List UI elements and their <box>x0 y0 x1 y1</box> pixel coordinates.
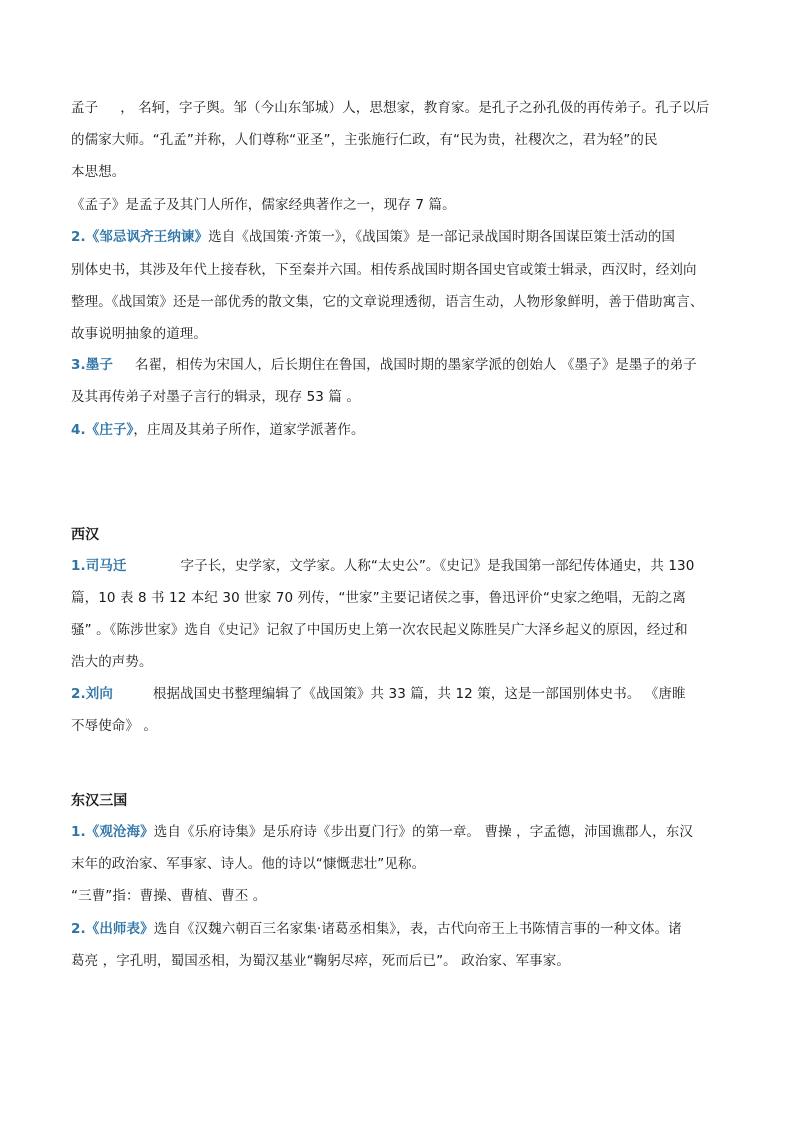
simaqian-title[interactable]: 1.司马迁 <box>71 558 127 574</box>
zhuangzi-text-1: ，庄周及其弟子所作，道家学派著作。 <box>133 422 365 438</box>
mozi-text-1: 名翟，相传为宋国人，后长期住在鲁国，战国时期的墨家学派的创始人 《墨子》是墨子的弟子 <box>134 357 697 373</box>
zhuangzi-line-1 <box>71 421 365 439</box>
mozi-line-1 <box>71 356 697 374</box>
eastern-han-heading: 东汉三国 <box>71 793 128 809</box>
zouji-line-3: 整理。《战国策》还是一部优秀的散文集，它的文章说理透彻，语言生动，人物形象鲜明，善于借助寓言、 <box>71 294 704 310</box>
mencius-name: 孟子 <box>71 100 99 116</box>
guancanghai-line-1 <box>71 823 693 841</box>
zouji-line-4: 故事说明抽象的道理。 <box>71 326 207 342</box>
simaqian-line-4: 浩大的声势。 <box>71 654 153 670</box>
guancanghai-title[interactable]: 1.《观沧海》 <box>71 824 154 840</box>
guancanghai-text-1: 选自《乐府诗集》是乐府诗《步出夏门行》的第一章。 曹操 ，字孟德，沛国谯郡人，东汉 <box>153 824 693 840</box>
mencius-line-2: 的儒家大师。“孔孟”并称，人们尊称“亚圣”，主张施行仁政，有“民为贵，社稷次之，君为轻”的民 <box>71 132 658 148</box>
liuxiang-text-1: 根据战国史书整理编辑了《战国策》共 33 篇，共 12 策，这是一部国别体史书。 《唐睢 <box>152 686 686 702</box>
simaqian-line-1 <box>71 557 694 575</box>
chushibiao-line-1 <box>71 920 682 938</box>
mencius-text-1: ， 名轲，字子舆。邹（今山东邹城）人，思想家，教育家。是孔子之孙孔伋的再传弟子。孔子以后 <box>120 100 710 116</box>
simaqian-line-2: 篇，10 表 8 书 12 本纪 30 世家 70 列传，“世家”主要记诸侯之事，鲁迅评价“史家之绝唱，无韵之离 <box>71 590 687 606</box>
guancanghai-line-2: 末年的政治家、军事家、诗人。他的诗以“慷慨悲壮”见称。 <box>71 856 426 872</box>
mozi-title[interactable]: 3.墨子 <box>71 357 113 373</box>
simaqian-line-3: 骚” 。《陈涉世家》选自《史记》记叙了中国历史上第一次农民起义陈胜吴广大泽乡起义的原因，经过和 <box>71 622 688 638</box>
zouji-text-1: 选自《战国策·齐策一》，《战国策》是一部记录战国时期各国谋臣策士活动的国 <box>208 229 676 245</box>
zouji-line-2: 别体史书，其涉及年代上接春秋，下至秦并六国。相传系战国时期各国史官或策士辑录，西汉时，经刘向 <box>71 262 697 278</box>
mencius-line-1 <box>71 99 709 117</box>
liuxiang-title[interactable]: 2.刘向 <box>71 686 113 702</box>
zouji-line-1 <box>71 228 675 246</box>
liuxiang-line-2: 不辱使命》 。 <box>71 718 157 734</box>
mencius-line-3: 本思想。 <box>71 164 126 180</box>
guancanghai-line-3: “三曹”指：曹操、曹植、曹丕 。 <box>71 888 267 904</box>
chushibiao-line-2: 葛亮 ，字孔明，蜀国丞相，为蜀汉基业“鞠躬尽瘁，死而后已”。 政治家、军事家。 <box>71 953 570 969</box>
chushibiao-title[interactable]: 2.《出师表》 <box>71 921 154 937</box>
chushibiao-text-1: 选自《汉魏六朝百三名家集·诸葛丞相集》，表，古代向帝王上书陈情言事的一种文体。诸 <box>153 921 682 937</box>
mencius-line-4: 《孟子》是孟子及其门人所作，儒家经典著作之一，现存 7 篇。 <box>71 197 456 213</box>
zouji-title[interactable]: 2.《邹忌讽齐王纳谏》 <box>71 229 209 245</box>
liuxiang-line-1 <box>71 685 686 703</box>
mozi-line-2: 及其再传弟子对墨子言行的辑录，现存 53 篇 。 <box>71 389 360 405</box>
zhuangzi-title[interactable]: 4.《庄子》 <box>71 422 134 438</box>
western-han-heading: 西汉 <box>71 527 100 543</box>
simaqian-text-1: 字子长，史学家，文学家。人称“太史公”。《史记》是我国第一部纪传体通史，共 130 <box>180 558 695 574</box>
